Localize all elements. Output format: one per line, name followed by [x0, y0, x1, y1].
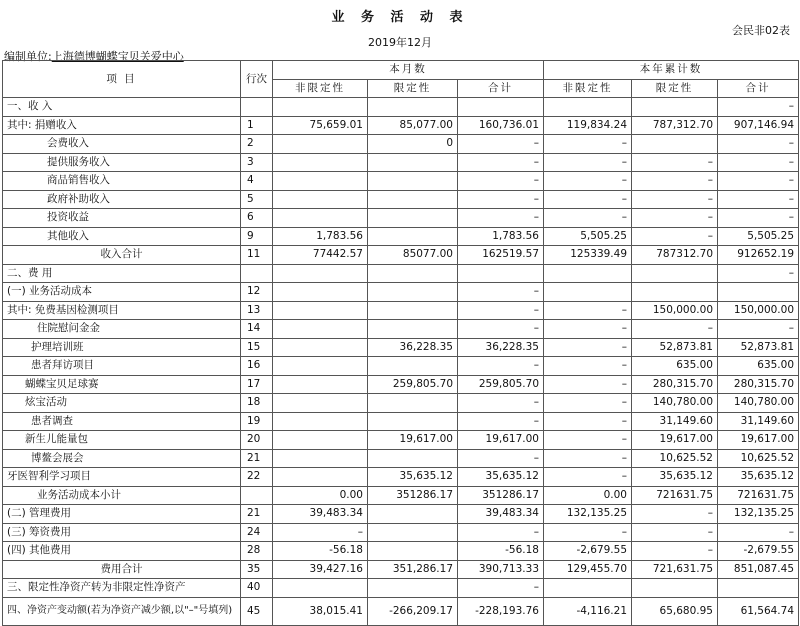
- cell-ytd-total: –: [718, 523, 799, 542]
- cell-month-total: [458, 98, 544, 117]
- cell-ytd-unrestricted: [544, 98, 632, 117]
- cell-ytd-unrestricted: –: [544, 468, 632, 487]
- cell-ytd-unrestricted: 5,505.25: [544, 227, 632, 246]
- cell-ytd-restricted: [632, 283, 718, 302]
- row-line-number: 15: [241, 338, 273, 357]
- cell-month-restricted: [368, 320, 458, 339]
- cell-month-unrestricted: [273, 431, 368, 450]
- cell-ytd-total: 140,780.00: [718, 394, 799, 413]
- cell-ytd-unrestricted: –: [544, 449, 632, 468]
- table-row: [3, 246, 799, 265]
- cell-month-unrestricted: 39,427.16: [273, 560, 368, 579]
- row-line-number: 16: [241, 357, 273, 376]
- cell-month-restricted: [368, 172, 458, 191]
- row-line-number: 13: [241, 301, 273, 320]
- row-line-number: 40: [241, 579, 273, 598]
- cell-month-unrestricted: [273, 449, 368, 468]
- cell-ytd-total: 851,087.45: [718, 560, 799, 579]
- cell-ytd-restricted: 52,873.81: [632, 338, 718, 357]
- cell-month-total: –: [458, 523, 544, 542]
- col-header-line: 行次: [241, 61, 273, 98]
- cell-ytd-total: –: [718, 190, 799, 209]
- row-line-number: 24: [241, 523, 273, 542]
- cell-ytd-restricted: [632, 98, 718, 117]
- row-line-number: 14: [241, 320, 273, 339]
- cell-month-unrestricted: -56.18: [273, 542, 368, 561]
- cell-month-total: 39,483.34: [458, 505, 544, 524]
- cell-ytd-total: 132,135.25: [718, 505, 799, 524]
- cell-ytd-restricted: –: [632, 542, 718, 561]
- row-item-label: 会费收入: [3, 135, 241, 154]
- col-header-month-restricted: 限定性: [368, 79, 458, 98]
- row-item-label: 提供服务收入: [3, 153, 241, 172]
- row-line-number: 21: [241, 449, 273, 468]
- table-row: [3, 227, 799, 246]
- cell-ytd-restricted: [632, 264, 718, 283]
- cell-ytd-total: 912652.19: [718, 246, 799, 265]
- cell-ytd-restricted: –: [632, 523, 718, 542]
- row-item-label: 费用合计: [3, 560, 241, 579]
- table-row: [3, 542, 799, 561]
- cell-month-unrestricted: 75,659.01: [273, 116, 368, 135]
- cell-ytd-restricted: –: [632, 190, 718, 209]
- cell-month-total: 35,635.12: [458, 468, 544, 487]
- cell-ytd-total: [718, 283, 799, 302]
- cell-ytd-unrestricted: 119,834.24: [544, 116, 632, 135]
- cell-ytd-restricted: –: [632, 227, 718, 246]
- cell-ytd-total: [718, 579, 799, 598]
- cell-month-restricted: [368, 505, 458, 524]
- row-item-label: 一、收 入: [3, 98, 241, 117]
- cell-ytd-restricted: 10,625.52: [632, 449, 718, 468]
- row-item-label: 炫宝活动: [3, 394, 241, 413]
- row-line-number: 6: [241, 209, 273, 228]
- cell-ytd-unrestricted: –: [544, 375, 632, 394]
- header-row-1: [3, 61, 799, 80]
- row-line-number: 2: [241, 135, 273, 154]
- row-item-label: 其中: 捐赠收入: [3, 116, 241, 135]
- cell-ytd-unrestricted: –: [544, 135, 632, 154]
- cell-month-restricted: 35,635.12: [368, 468, 458, 487]
- table-row: [3, 486, 799, 505]
- cell-ytd-unrestricted: –: [544, 320, 632, 339]
- form-number: 会民非02表: [732, 24, 790, 37]
- cell-month-total: –: [458, 412, 544, 431]
- row-item-label: 护理培训班: [3, 338, 241, 357]
- cell-month-restricted: [368, 190, 458, 209]
- cell-month-unrestricted: [273, 153, 368, 172]
- cell-month-restricted: 351,286.17: [368, 560, 458, 579]
- cell-ytd-unrestricted: [544, 264, 632, 283]
- cell-month-total: –: [458, 320, 544, 339]
- row-line-number: 21: [241, 505, 273, 524]
- cell-ytd-restricted: 65,680.95: [632, 597, 718, 625]
- cell-month-total: 19,617.00: [458, 431, 544, 450]
- cell-month-restricted: 85077.00: [368, 246, 458, 265]
- cell-month-restricted: [368, 209, 458, 228]
- cell-month-total: 1,783.56: [458, 227, 544, 246]
- cell-month-restricted: [368, 523, 458, 542]
- row-line-number: 4: [241, 172, 273, 191]
- cell-ytd-restricted: –: [632, 505, 718, 524]
- row-item-label: (三) 筹资费用: [3, 523, 241, 542]
- cell-ytd-unrestricted: –: [544, 190, 632, 209]
- cell-month-restricted: 85,077.00: [368, 116, 458, 135]
- cell-month-unrestricted: 39,483.34: [273, 505, 368, 524]
- table-row: [3, 283, 799, 302]
- row-item-label: (一) 业务活动成本: [3, 283, 241, 302]
- report-period: 2019年12月: [368, 36, 432, 49]
- cell-month-unrestricted: [273, 98, 368, 117]
- cell-month-unrestricted: [273, 468, 368, 487]
- cell-month-unrestricted: [273, 412, 368, 431]
- cell-ytd-restricted: [632, 135, 718, 154]
- col-header-item: 项 目: [3, 61, 241, 98]
- table-row: [3, 190, 799, 209]
- cell-ytd-restricted: 721,631.75: [632, 560, 718, 579]
- cell-month-restricted: [368, 264, 458, 283]
- cell-ytd-total: –: [718, 98, 799, 117]
- row-line-number: 1: [241, 116, 273, 135]
- row-line-number: 22: [241, 468, 273, 487]
- cell-month-restricted: -266,209.17: [368, 597, 458, 625]
- cell-month-total: –: [458, 301, 544, 320]
- cell-month-unrestricted: [273, 301, 368, 320]
- cell-month-restricted: [368, 579, 458, 598]
- table-row: [3, 560, 799, 579]
- cell-month-unrestricted: [273, 283, 368, 302]
- cell-month-unrestricted: –: [273, 523, 368, 542]
- cell-month-total: –: [458, 153, 544, 172]
- table-row: [3, 135, 799, 154]
- cell-month-unrestricted: [273, 320, 368, 339]
- cell-ytd-restricted: 31,149.60: [632, 412, 718, 431]
- cell-month-restricted: [368, 412, 458, 431]
- row-line-number: [241, 486, 273, 505]
- table-row: [3, 394, 799, 413]
- cell-ytd-total: 19,617.00: [718, 431, 799, 450]
- cell-ytd-restricted: 280,315.70: [632, 375, 718, 394]
- cell-month-restricted: [368, 394, 458, 413]
- cell-ytd-restricted: [632, 579, 718, 598]
- cell-ytd-unrestricted: –: [544, 338, 632, 357]
- table-row: [3, 172, 799, 191]
- cell-ytd-unrestricted: –: [544, 209, 632, 228]
- cell-ytd-total: 150,000.00: [718, 301, 799, 320]
- table-row: [3, 338, 799, 357]
- cell-month-restricted: 351286.17: [368, 486, 458, 505]
- row-item-label: 新生儿能量包: [3, 431, 241, 450]
- table-row: [3, 98, 799, 117]
- row-line-number: 19: [241, 412, 273, 431]
- row-line-number: 3: [241, 153, 273, 172]
- row-item-label: (四) 其他费用: [3, 542, 241, 561]
- cell-month-restricted: 259,805.70: [368, 375, 458, 394]
- row-line-number: 45: [241, 597, 273, 625]
- cell-month-restricted: [368, 357, 458, 376]
- cell-ytd-restricted: 35,635.12: [632, 468, 718, 487]
- row-item-label: 业务活动成本小计: [3, 486, 241, 505]
- row-line-number: 5: [241, 190, 273, 209]
- cell-month-total: 390,713.33: [458, 560, 544, 579]
- table-row: [3, 431, 799, 450]
- table-row: [3, 412, 799, 431]
- cell-month-unrestricted: [273, 135, 368, 154]
- row-item-label: 患者调查: [3, 412, 241, 431]
- table-row: [3, 579, 799, 598]
- row-item-label: 商品销售收入: [3, 172, 241, 191]
- table-row: [3, 320, 799, 339]
- cell-ytd-total: –: [718, 264, 799, 283]
- cell-ytd-total: 31,149.60: [718, 412, 799, 431]
- cell-month-unrestricted: 77442.57: [273, 246, 368, 265]
- cell-ytd-restricted: –: [632, 172, 718, 191]
- cell-ytd-total: 52,873.81: [718, 338, 799, 357]
- cell-month-unrestricted: [273, 209, 368, 228]
- cell-month-restricted: 36,228.35: [368, 338, 458, 357]
- cell-month-total: -56.18: [458, 542, 544, 561]
- col-header-ytd-total: 合计: [718, 79, 799, 98]
- col-header-month: 本月数: [273, 61, 544, 80]
- row-item-label: 投资收益: [3, 209, 241, 228]
- cell-month-unrestricted: [273, 357, 368, 376]
- cell-month-restricted: [368, 153, 458, 172]
- col-header-month-total: 合计: [458, 79, 544, 98]
- cell-ytd-total: 280,315.70: [718, 375, 799, 394]
- cell-ytd-unrestricted: –: [544, 301, 632, 320]
- cell-ytd-unrestricted: –: [544, 394, 632, 413]
- cell-month-total: –: [458, 172, 544, 191]
- cell-month-unrestricted: [273, 375, 368, 394]
- table-row: [3, 523, 799, 542]
- cell-ytd-unrestricted: -4,116.21: [544, 597, 632, 625]
- table-row: [3, 153, 799, 172]
- table-row: [3, 597, 799, 625]
- cell-ytd-total: 5,505.25: [718, 227, 799, 246]
- cell-month-unrestricted: 0.00: [273, 486, 368, 505]
- cell-month-restricted: [368, 98, 458, 117]
- cell-ytd-total: –: [718, 153, 799, 172]
- cell-ytd-total: –: [718, 135, 799, 154]
- cell-ytd-unrestricted: 125339.49: [544, 246, 632, 265]
- cell-month-unrestricted: [273, 172, 368, 191]
- table-row: [3, 264, 799, 283]
- row-item-label: 政府补助收入: [3, 190, 241, 209]
- cell-month-total: –: [458, 449, 544, 468]
- row-item-label: 四、净资产变动额(若为净资产减少额,以"–"号填列): [3, 597, 241, 625]
- cell-month-unrestricted: [273, 338, 368, 357]
- row-item-label: 患者拜访项目: [3, 357, 241, 376]
- cell-month-restricted: [368, 542, 458, 561]
- cell-ytd-total: 721631.75: [718, 486, 799, 505]
- unit-label: 编制单位:: [4, 50, 52, 63]
- cell-month-total: 162519.57: [458, 246, 544, 265]
- cell-month-total: –: [458, 394, 544, 413]
- cell-month-total: 160,736.01: [458, 116, 544, 135]
- cell-month-total: –: [458, 357, 544, 376]
- cell-month-total: -228,193.76: [458, 597, 544, 625]
- table-row: [3, 449, 799, 468]
- cell-ytd-restricted: 635.00: [632, 357, 718, 376]
- row-line-number: 12: [241, 283, 273, 302]
- cell-ytd-restricted: 721631.75: [632, 486, 718, 505]
- cell-ytd-unrestricted: –: [544, 357, 632, 376]
- row-item-label: 三、限定性净资产转为非限定性净资产: [3, 579, 241, 598]
- table-row: [3, 375, 799, 394]
- cell-month-total: 351286.17: [458, 486, 544, 505]
- cell-month-total: 259,805.70: [458, 375, 544, 394]
- row-item-label: 住院慰问金金: [3, 320, 241, 339]
- cell-ytd-total: 10,625.52: [718, 449, 799, 468]
- row-line-number: 11: [241, 246, 273, 265]
- cell-month-unrestricted: [273, 394, 368, 413]
- cell-ytd-total: -2,679.55: [718, 542, 799, 561]
- cell-month-total: [458, 264, 544, 283]
- cell-month-total: 36,228.35: [458, 338, 544, 357]
- row-line-number: 35: [241, 560, 273, 579]
- row-item-label: 二、费 用: [3, 264, 241, 283]
- row-item-label: 收入合计: [3, 246, 241, 265]
- cell-ytd-unrestricted: –: [544, 412, 632, 431]
- unit-name: 上海德博蝴蝶宝贝关爱中心: [51, 50, 184, 63]
- report-title: 业 务 活 动 表: [331, 10, 469, 25]
- cell-ytd-total: 61,564.74: [718, 597, 799, 625]
- row-item-label: 牙医智利学习项目: [3, 468, 241, 487]
- row-item-label: 蝴蝶宝贝足球赛: [3, 375, 241, 394]
- cell-ytd-unrestricted: –: [544, 431, 632, 450]
- cell-month-unrestricted: 1,783.56: [273, 227, 368, 246]
- table-row: [3, 357, 799, 376]
- row-line-number: [241, 98, 273, 117]
- col-header-ytd-unrestricted: 非限定性: [544, 79, 632, 98]
- cell-month-restricted: [368, 449, 458, 468]
- cell-ytd-unrestricted: [544, 283, 632, 302]
- col-header-month-unrestricted: 非限定性: [273, 79, 368, 98]
- cell-month-restricted: 19,617.00: [368, 431, 458, 450]
- row-line-number: 20: [241, 431, 273, 450]
- cell-ytd-unrestricted: -2,679.55: [544, 542, 632, 561]
- row-item-label: (二) 管理费用: [3, 505, 241, 524]
- cell-ytd-restricted: 787312.70: [632, 246, 718, 265]
- cell-month-restricted: 0: [368, 135, 458, 154]
- cell-ytd-restricted: 150,000.00: [632, 301, 718, 320]
- table-row: [3, 209, 799, 228]
- row-item-label: 博鳌会展会: [3, 449, 241, 468]
- activity-statement-table: [2, 60, 799, 626]
- row-item-label: 其他收入: [3, 227, 241, 246]
- cell-ytd-restricted: –: [632, 209, 718, 228]
- cell-ytd-restricted: 140,780.00: [632, 394, 718, 413]
- cell-ytd-unrestricted: 129,455.70: [544, 560, 632, 579]
- cell-ytd-total: 35,635.12: [718, 468, 799, 487]
- cell-ytd-unrestricted: –: [544, 523, 632, 542]
- cell-ytd-restricted: 19,617.00: [632, 431, 718, 450]
- cell-month-total: –: [458, 135, 544, 154]
- cell-ytd-restricted: –: [632, 153, 718, 172]
- cell-month-total: –: [458, 190, 544, 209]
- cell-ytd-unrestricted: 0.00: [544, 486, 632, 505]
- cell-ytd-total: –: [718, 209, 799, 228]
- cell-month-restricted: [368, 227, 458, 246]
- cell-ytd-unrestricted: [544, 579, 632, 598]
- cell-month-restricted: [368, 301, 458, 320]
- row-line-number: [241, 264, 273, 283]
- cell-ytd-unrestricted: –: [544, 153, 632, 172]
- table-row: [3, 468, 799, 487]
- row-line-number: 17: [241, 375, 273, 394]
- table-row: [3, 505, 799, 524]
- cell-ytd-restricted: –: [632, 320, 718, 339]
- col-header-ytd-restricted: 限定性: [632, 79, 718, 98]
- cell-ytd-unrestricted: –: [544, 172, 632, 191]
- cell-month-total: –: [458, 283, 544, 302]
- row-line-number: 28: [241, 542, 273, 561]
- table-row: [3, 116, 799, 135]
- cell-month-unrestricted: 38,015.41: [273, 597, 368, 625]
- cell-month-total: –: [458, 209, 544, 228]
- cell-ytd-total: –: [718, 320, 799, 339]
- cell-ytd-unrestricted: 132,135.25: [544, 505, 632, 524]
- cell-ytd-total: –: [718, 172, 799, 191]
- cell-month-unrestricted: [273, 190, 368, 209]
- col-header-ytd: 本年累计数: [544, 61, 799, 80]
- cell-ytd-restricted: 787,312.70: [632, 116, 718, 135]
- row-item-label: 其中: 免费基因检测项目: [3, 301, 241, 320]
- table-row: [3, 301, 799, 320]
- cell-month-restricted: [368, 283, 458, 302]
- row-line-number: 18: [241, 394, 273, 413]
- cell-month-unrestricted: [273, 264, 368, 283]
- cell-ytd-total: 635.00: [718, 357, 799, 376]
- row-line-number: 9: [241, 227, 273, 246]
- cell-ytd-total: 907,146.94: [718, 116, 799, 135]
- cell-month-total: –: [458, 579, 544, 598]
- cell-month-unrestricted: [273, 579, 368, 598]
